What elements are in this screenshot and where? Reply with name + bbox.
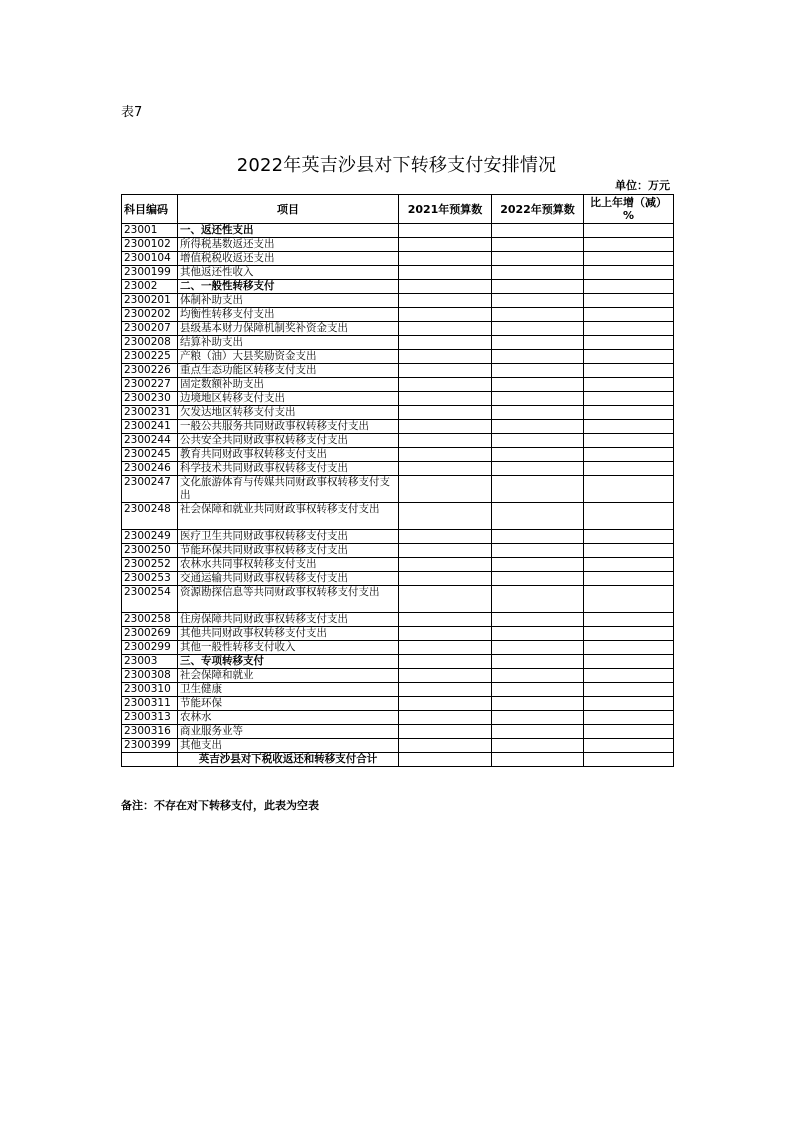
row-item: 一般公共服务共同财政事权转移支付支出 — [178, 420, 399, 434]
row-item: 二、一般性转移支付 — [178, 280, 399, 294]
row-item: 边境地区转移支付支出 — [178, 392, 399, 406]
table-row — [122, 280, 674, 294]
row-code: 2300199 — [122, 266, 178, 280]
row-code: 2300299 — [122, 641, 178, 655]
row-change — [584, 224, 674, 238]
row-item: 资源勘探信息等共同财政事权转移支付支出 — [178, 586, 399, 613]
row-change — [584, 627, 674, 641]
row-change — [584, 697, 674, 711]
row-budget-2022 — [492, 613, 584, 627]
row-budget-2022 — [492, 280, 584, 294]
table-row — [122, 322, 674, 336]
row-item: 结算补助支出 — [178, 336, 399, 350]
table-row — [122, 572, 674, 586]
row-code: 2300254 — [122, 586, 178, 613]
row-code: 2300207 — [122, 322, 178, 336]
row-item: 教育共同财政事权转移支付支出 — [178, 448, 399, 462]
table-row — [122, 266, 674, 280]
unit-label: 单位：万元 — [615, 179, 670, 192]
row-item: 科学技术共同财政事权转移支付支出 — [178, 462, 399, 476]
row-code: 2300310 — [122, 683, 178, 697]
row-change — [584, 655, 674, 669]
table-body — [122, 224, 674, 753]
table-row — [122, 392, 674, 406]
row-budget-2021 — [399, 739, 492, 753]
table-row — [122, 476, 674, 503]
row-budget-2022 — [492, 503, 584, 530]
table-row — [122, 739, 674, 753]
row-budget-2022 — [492, 252, 584, 266]
table-row — [122, 669, 674, 683]
row-budget-2021 — [399, 503, 492, 530]
row-change — [584, 476, 674, 503]
table-row — [122, 558, 674, 572]
table-row — [122, 641, 674, 655]
table-row — [122, 308, 674, 322]
row-budget-2022 — [492, 739, 584, 753]
header-budget-2021: 2021年预算数 — [399, 195, 492, 224]
row-change — [584, 503, 674, 530]
row-item: 商业服务业等 — [178, 725, 399, 739]
table-header-row — [122, 195, 674, 224]
row-budget-2022 — [492, 711, 584, 725]
total-budget-2021 — [399, 753, 492, 767]
row-code: 2300258 — [122, 613, 178, 627]
row-budget-2022 — [492, 725, 584, 739]
row-budget-2022 — [492, 641, 584, 655]
row-budget-2021 — [399, 392, 492, 406]
row-budget-2021 — [399, 406, 492, 420]
row-budget-2022 — [492, 238, 584, 252]
row-change — [584, 392, 674, 406]
footnote: 备注：不存在对下转移支付，此表为空表 — [121, 799, 319, 812]
row-item: 均衡性转移支付支出 — [178, 308, 399, 322]
row-item: 农林水共同事权转移支付支出 — [178, 558, 399, 572]
row-code: 2300250 — [122, 544, 178, 558]
row-change — [584, 322, 674, 336]
row-item: 欠发达地区转移支付支出 — [178, 406, 399, 420]
row-item: 重点生态功能区转移支付支出 — [178, 364, 399, 378]
row-budget-2022 — [492, 294, 584, 308]
page-title: 2022年英吉沙县对下转移支付安排情况 — [236, 155, 557, 176]
table-row — [122, 336, 674, 350]
row-item: 社会保障和就业共同财政事权转移支付支出 — [178, 503, 399, 530]
row-change — [584, 530, 674, 544]
row-item: 住房保障共同财政事权转移支付支出 — [178, 613, 399, 627]
row-code: 2300316 — [122, 725, 178, 739]
row-change — [584, 308, 674, 322]
row-code: 2300202 — [122, 308, 178, 322]
row-budget-2022 — [492, 669, 584, 683]
row-budget-2022 — [492, 322, 584, 336]
row-budget-2021 — [399, 364, 492, 378]
row-item: 文化旅游体育与传媒共同财政事权转移支付支出 — [178, 476, 399, 503]
row-budget-2021 — [399, 586, 492, 613]
row-budget-2021 — [399, 280, 492, 294]
row-code: 2300248 — [122, 503, 178, 530]
row-budget-2021 — [399, 544, 492, 558]
row-item: 节能环保共同财政事权转移支付支出 — [178, 544, 399, 558]
table-row — [122, 462, 674, 476]
row-budget-2021 — [399, 336, 492, 350]
row-budget-2021 — [399, 697, 492, 711]
table-number-label: 表7 — [121, 105, 143, 120]
row-change — [584, 669, 674, 683]
row-budget-2022 — [492, 350, 584, 364]
row-change — [584, 613, 674, 627]
row-budget-2021 — [399, 725, 492, 739]
row-code: 2300245 — [122, 448, 178, 462]
row-item: 三、专项转移支付 — [178, 655, 399, 669]
table-row — [122, 350, 674, 364]
row-budget-2022 — [492, 308, 584, 322]
row-code: 2300253 — [122, 572, 178, 586]
row-budget-2022 — [492, 364, 584, 378]
row-change — [584, 378, 674, 392]
row-code: 2300104 — [122, 252, 178, 266]
row-item: 农林水 — [178, 711, 399, 725]
table-row — [122, 711, 674, 725]
row-change — [584, 350, 674, 364]
row-budget-2021 — [399, 530, 492, 544]
row-budget-2021 — [399, 641, 492, 655]
row-item: 一、返还性支出 — [178, 224, 399, 238]
table-row — [122, 503, 674, 530]
row-item: 增值税税收返还支出 — [178, 252, 399, 266]
row-budget-2021 — [399, 238, 492, 252]
row-code: 2300247 — [122, 476, 178, 503]
row-budget-2022 — [492, 406, 584, 420]
row-budget-2022 — [492, 627, 584, 641]
row-budget-2021 — [399, 434, 492, 448]
row-code: 2300227 — [122, 378, 178, 392]
row-code: 2300201 — [122, 294, 178, 308]
table-row — [122, 378, 674, 392]
row-code: 2300249 — [122, 530, 178, 544]
row-budget-2022 — [492, 586, 584, 613]
total-budget-2022 — [492, 753, 584, 767]
row-budget-2022 — [492, 655, 584, 669]
row-budget-2021 — [399, 627, 492, 641]
row-budget-2021 — [399, 572, 492, 586]
row-change — [584, 586, 674, 613]
row-code: 2300246 — [122, 462, 178, 476]
table-row — [122, 683, 674, 697]
total-label: 英吉沙县对下税收返还和转移支付合计 — [178, 753, 399, 767]
row-budget-2022 — [492, 434, 584, 448]
row-code: 2300102 — [122, 238, 178, 252]
table-row — [122, 434, 674, 448]
total-row — [122, 753, 674, 767]
row-budget-2021 — [399, 462, 492, 476]
row-change — [584, 683, 674, 697]
row-budget-2022 — [492, 336, 584, 350]
row-budget-2021 — [399, 378, 492, 392]
row-change — [584, 280, 674, 294]
row-change — [584, 641, 674, 655]
row-code: 2300311 — [122, 697, 178, 711]
row-budget-2022 — [492, 544, 584, 558]
table-row — [122, 697, 674, 711]
row-change — [584, 420, 674, 434]
row-change — [584, 711, 674, 725]
row-item: 节能环保 — [178, 697, 399, 711]
row-budget-2021 — [399, 558, 492, 572]
table-row — [122, 364, 674, 378]
row-item: 其他一般性转移支付收入 — [178, 641, 399, 655]
row-item: 其他返还性收入 — [178, 266, 399, 280]
row-budget-2021 — [399, 448, 492, 462]
row-item: 县级基本财力保障机制奖补资金支出 — [178, 322, 399, 336]
row-code: 2300244 — [122, 434, 178, 448]
row-budget-2021 — [399, 711, 492, 725]
row-budget-2022 — [492, 448, 584, 462]
header-item: 项目 — [178, 195, 399, 224]
row-item: 其他支出 — [178, 739, 399, 753]
row-budget-2022 — [492, 224, 584, 238]
row-item: 所得税基数返还支出 — [178, 238, 399, 252]
row-change — [584, 572, 674, 586]
total-code-cell — [122, 753, 178, 767]
row-item: 公共安全共同财政事权转移支付支出 — [178, 434, 399, 448]
row-budget-2021 — [399, 294, 492, 308]
row-change — [584, 544, 674, 558]
transfer-payment-table — [121, 194, 674, 767]
row-item: 其他共同财政事权转移支付支出 — [178, 627, 399, 641]
row-code: 2300208 — [122, 336, 178, 350]
row-budget-2021 — [399, 420, 492, 434]
row-change — [584, 364, 674, 378]
row-code: 2300226 — [122, 364, 178, 378]
row-budget-2022 — [492, 462, 584, 476]
row-code: 2300308 — [122, 669, 178, 683]
table-row — [122, 530, 674, 544]
row-code: 23002 — [122, 280, 178, 294]
row-code: 2300231 — [122, 406, 178, 420]
row-code: 23001 — [122, 224, 178, 238]
row-item: 产粮（油）大县奖励资金支出 — [178, 350, 399, 364]
row-budget-2021 — [399, 669, 492, 683]
row-code: 2300241 — [122, 420, 178, 434]
row-change — [584, 739, 674, 753]
table-row — [122, 655, 674, 669]
row-change — [584, 238, 674, 252]
row-budget-2022 — [492, 378, 584, 392]
row-budget-2022 — [492, 530, 584, 544]
row-change — [584, 294, 674, 308]
row-code: 2300225 — [122, 350, 178, 364]
table-row — [122, 613, 674, 627]
row-budget-2021 — [399, 252, 492, 266]
table-row — [122, 252, 674, 266]
table-row — [122, 406, 674, 420]
row-budget-2021 — [399, 683, 492, 697]
row-budget-2021 — [399, 322, 492, 336]
row-item: 固定数额补助支出 — [178, 378, 399, 392]
row-change — [584, 434, 674, 448]
row-budget-2021 — [399, 308, 492, 322]
row-budget-2021 — [399, 655, 492, 669]
row-code: 2300252 — [122, 558, 178, 572]
row-item: 社会保障和就业 — [178, 669, 399, 683]
row-budget-2022 — [492, 476, 584, 503]
row-change — [584, 725, 674, 739]
header-budget-2022: 2022年预算数 — [492, 195, 584, 224]
row-budget-2022 — [492, 266, 584, 280]
row-change — [584, 266, 674, 280]
row-item: 交通运输共同财政事权转移支付支出 — [178, 572, 399, 586]
table-row — [122, 224, 674, 238]
row-budget-2022 — [492, 420, 584, 434]
row-change — [584, 406, 674, 420]
row-code: 2300230 — [122, 392, 178, 406]
header-code: 科目编码 — [122, 195, 178, 224]
row-budget-2021 — [399, 350, 492, 364]
row-change — [584, 558, 674, 572]
table-row — [122, 238, 674, 252]
row-code: 2300313 — [122, 711, 178, 725]
row-code: 23003 — [122, 655, 178, 669]
row-item: 医疗卫生共同财政事权转移支付支出 — [178, 530, 399, 544]
total-change — [584, 753, 674, 767]
header-change-percent: 比上年增（减）% — [584, 195, 674, 224]
row-budget-2022 — [492, 697, 584, 711]
row-budget-2022 — [492, 558, 584, 572]
row-code: 2300269 — [122, 627, 178, 641]
row-budget-2021 — [399, 224, 492, 238]
table-row — [122, 586, 674, 613]
table-row — [122, 627, 674, 641]
row-budget-2021 — [399, 476, 492, 503]
row-code: 2300399 — [122, 739, 178, 753]
row-change — [584, 462, 674, 476]
table-row — [122, 294, 674, 308]
row-budget-2021 — [399, 266, 492, 280]
row-budget-2022 — [492, 572, 584, 586]
table-row — [122, 725, 674, 739]
row-budget-2022 — [492, 392, 584, 406]
row-budget-2021 — [399, 613, 492, 627]
row-change — [584, 448, 674, 462]
row-item: 卫生健康 — [178, 683, 399, 697]
row-change — [584, 252, 674, 266]
table-row — [122, 448, 674, 462]
row-item: 体制补助支出 — [178, 294, 399, 308]
row-budget-2022 — [492, 683, 584, 697]
row-change — [584, 336, 674, 350]
table-row — [122, 420, 674, 434]
table-row — [122, 544, 674, 558]
